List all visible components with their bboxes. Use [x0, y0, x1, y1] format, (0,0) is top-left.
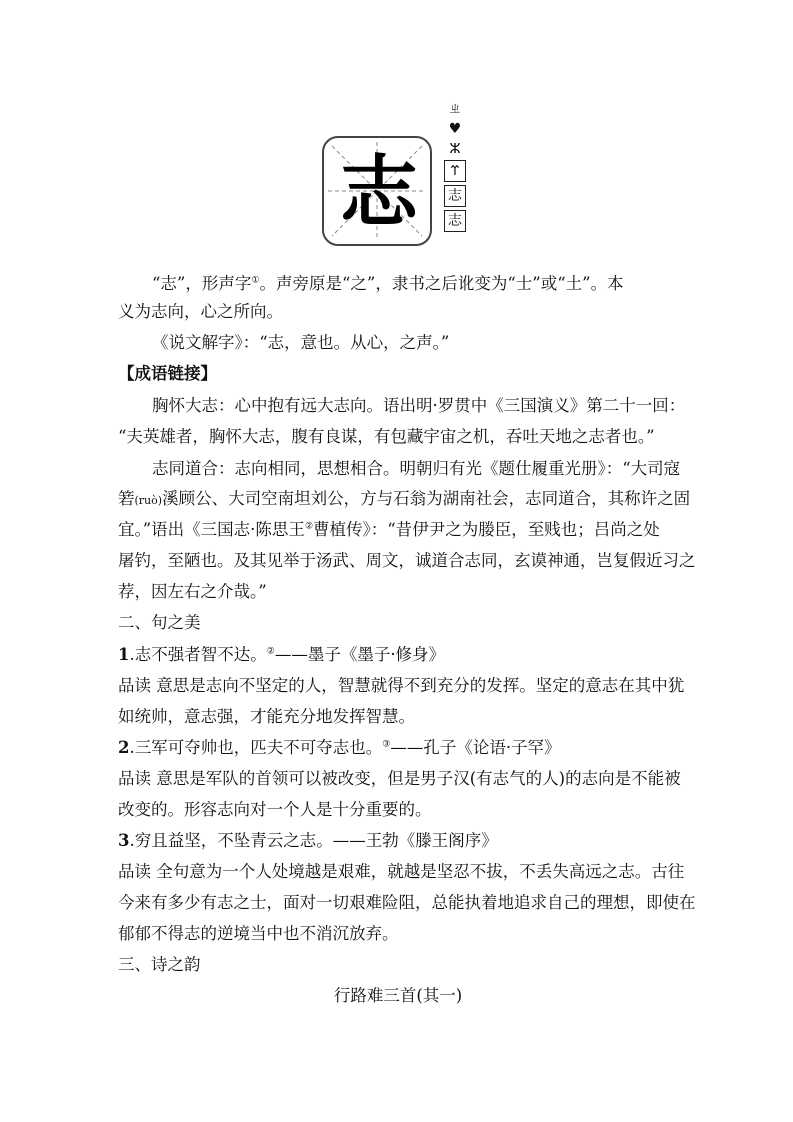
reading-note: 品读 全句意为一个人处境越是艰难，就越是坚忍不拔，不丢失高远之志。古往: [118, 862, 685, 881]
quote-1: 1.志不强者智不达。②——墨子《墨子·修身》: [118, 645, 446, 664]
footnote-mark: ③: [382, 739, 391, 750]
script-evolution: [444, 100, 468, 235]
reading-note: 郁郁不得志的逆境当中也不消沉放弃。: [118, 924, 399, 943]
paragraph-line: 《说文解字》：“志，意也。从心，之声。”: [152, 333, 450, 352]
section-heading-idioms: 【成语链接】: [118, 364, 217, 383]
paragraph-line: 屠钓，至陋也。及其见举于汤武、周文，诚道合志同，玄谟神通，岂复假近习之: [118, 551, 696, 570]
character-figure: [320, 100, 480, 260]
pinyin-annotation: (ruò): [134, 494, 163, 507]
evolution-bronze: ♥: [448, 121, 462, 137]
reading-note: 品读 意思是军队的首领可以被改变，但是男子汉(有志气的人)的志向是不能被: [118, 769, 681, 788]
section-heading-poetry: 三、诗之韵: [118, 955, 201, 974]
reading-note: 改变的。形容志向对一个人是十分重要的。: [118, 800, 432, 819]
evolution-seal: ⵣ: [449, 141, 461, 157]
reading-note: 品读 意思是志向不坚定的人，智慧就得不到充分的发挥。坚定的意志在其中犹: [118, 676, 685, 695]
footnote-mark: ②: [304, 521, 314, 532]
reading-note: 今来有多少有志之士，面对一切艰难险阻，总能执着地追求自己的理想，即使在: [118, 893, 696, 912]
poem-title: 行路难三首(其一): [333, 986, 463, 1005]
paragraph-line: “志”，形声字①。声旁原是“之”，隶书之后讹变为“士”或“土”。本: [152, 274, 624, 293]
evolution-cursive: 志: [444, 185, 466, 207]
paragraph-line: 荐，因左右之介哉。”: [118, 582, 267, 601]
paragraph-line: 宜。”语出《三国志·陈思王②曹植传》：“昔伊尹之为媵臣，至贱也；吕尚之处: [118, 520, 660, 539]
footnote-mark: ②: [266, 646, 275, 657]
paragraph-line: 胸怀大志：心中抱有远大志向。语出明·罗贯中《三国演义》第二十一回：: [152, 396, 686, 415]
paragraph-line: “夫英雄者，胸怀大志，腹有良谋，有包藏宇宙之机，吞吐天地之志者也。”: [118, 427, 655, 446]
main-character: 志: [339, 148, 418, 238]
section-heading-sentences: 二、句之美: [118, 613, 201, 632]
evolution-clerical: 𐰼: [444, 160, 466, 182]
character-frame: [322, 136, 432, 246]
reading-note: 如统帅，意志强，才能充分地发挥智慧。: [118, 707, 415, 726]
evolution-regular: 志: [444, 210, 466, 232]
paragraph-line: 志同道合：志向相同，思想相合。明朝归有光《题仕履重光册》：“大司寇: [152, 459, 681, 478]
evolution-oracle: ㄓ: [448, 101, 462, 117]
quote-2: 2.三军可夺帅也，匹夫不可夺志也。③——孔子《论语·子罕》: [118, 738, 561, 757]
paragraph-line: 箬(ruò)溪顾公、大司空南坦刘公，方与石翁为湖南社会，志同道合，其称许之固: [118, 489, 691, 508]
footnote-mark: ①: [251, 275, 260, 286]
paragraph-line: 义为志向，心之所向。: [118, 302, 283, 321]
quote-3: 3.穷且益坚，不坠青云之志。——王勃《滕王阁序》: [118, 831, 498, 850]
